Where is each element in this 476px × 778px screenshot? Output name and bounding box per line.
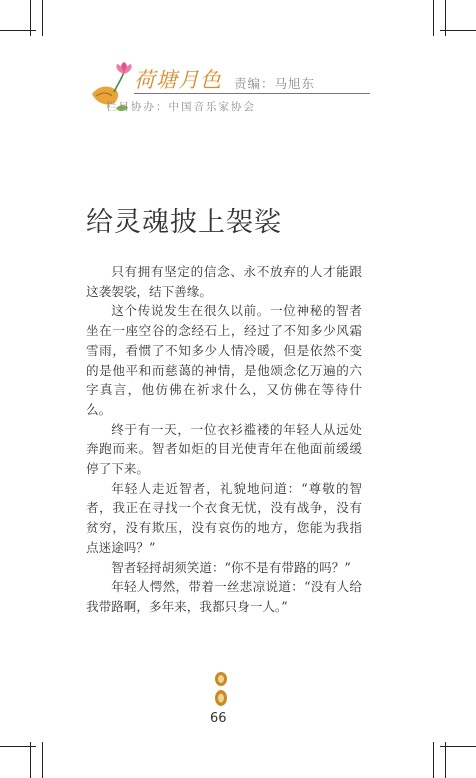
paragraph: 这个传说发生在很久以前。一位神秘的智者坐在一座空谷的念经石上，经过了不知多少风霜雪雨，看惯了不知多少人情冷暖，但是依然不变的是他平和而慈蔼的神情，是他颂念亿万遍的六字真言，他仿佛在祈求什么，又仿佛在等待什么。 [86,303,362,417]
crop-mark [0,746,36,747]
crop-mark [433,742,434,778]
page-number: 66 [210,711,227,726]
article-body [86,262,362,617]
paragraph: 智者轻捋胡须笑道：“你不是有带路的吗？” [111,559,351,575]
crop-mark [433,0,434,36]
paragraph: 只有拥有坚定的信念、永不放弃的人才能跟这袭袈裟，结下善缘。 [86,264,362,299]
column-title: 荷塘月色 [134,68,222,92]
page-ornament-icon [212,670,230,710]
header-divider [134,93,370,94]
article-title: 给灵魂披上袈裟 [86,207,282,238]
crop-mark [42,0,43,36]
crop-mark [440,746,476,747]
paragraph: 年轻人愕然，带着一丝悲凉说道：“没有人给我带路啊，多年来，我都只身一人。” [86,579,362,614]
crop-mark [42,742,43,778]
crop-mark [30,742,31,778]
editor-credit: 责编：马旭东 [234,76,316,91]
crop-mark [0,30,36,31]
column-cosponsor: 栏目协办：中国音乐家协会 [106,101,256,113]
crop-mark [440,30,476,31]
paragraph: 终于有一天，一位衣衫褴褛的年轻人从远处奔跑而来。智者如炬的目光使青年在他面前缓缓停了下来。 [86,421,362,477]
paragraph: 年轻人走近智者，礼貌地问道：“尊敬的智者，我正在寻找一个衣食无忧，没有战争，没有贫穷，没有欺压，没有哀伤的地方，您能为我指点迷途吗？” [86,480,362,555]
crop-mark [445,742,446,778]
column-header [88,60,388,120]
